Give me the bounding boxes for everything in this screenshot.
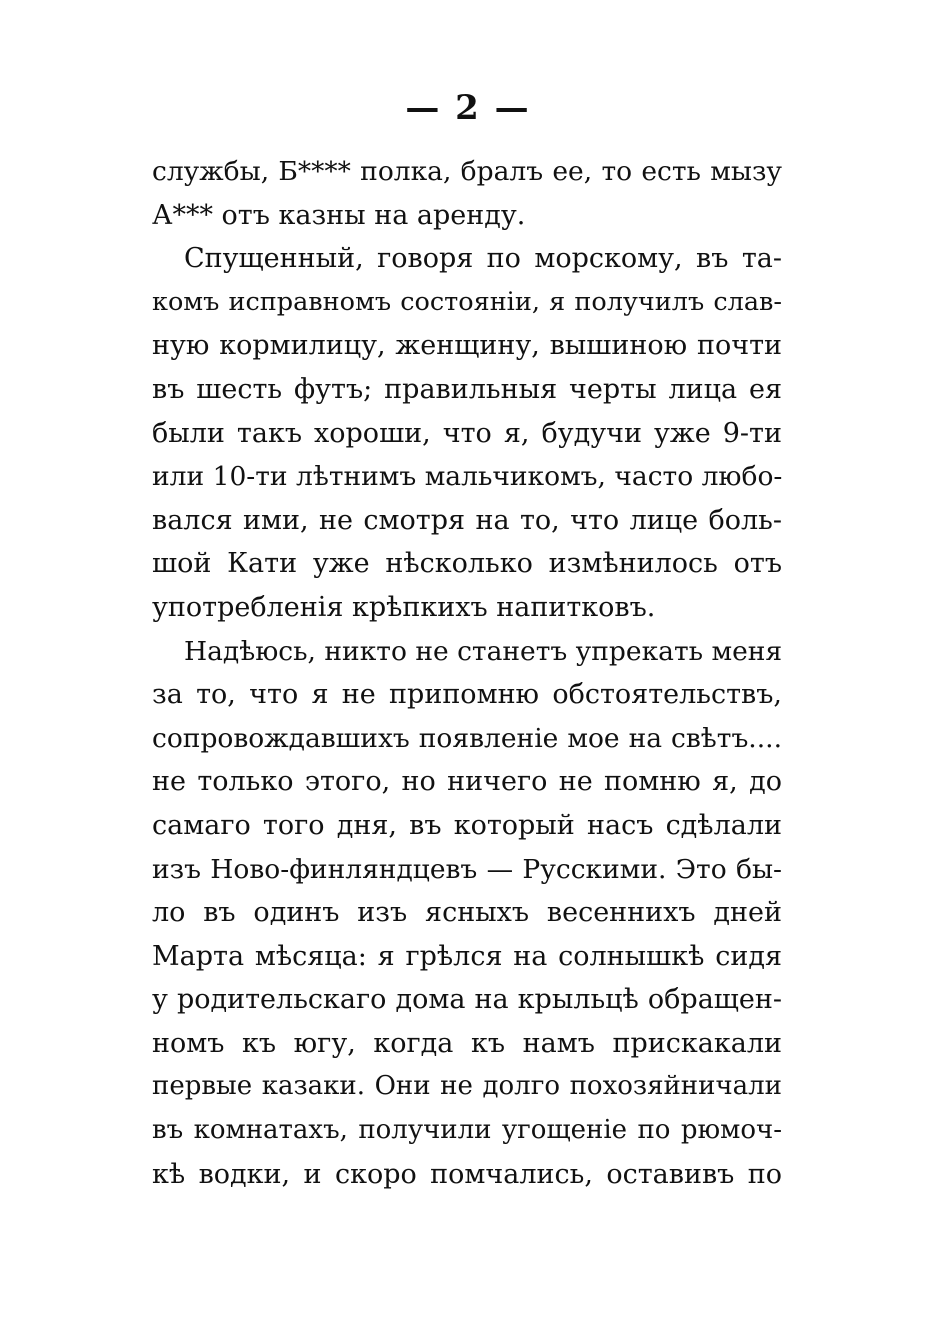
text-line: первые казаки. Они не долго похозяйничали <box>152 1071 782 1102</box>
text-line: за то, что я не припомню обстоятельствъ, <box>152 679 782 711</box>
text-line: Спущенный, говоря по морскому, въ та- <box>184 243 782 275</box>
body-text <box>152 150 782 1196</box>
text-line: шой Кати уже нѣсколько измѣнилось отъ <box>152 548 782 580</box>
text-line: въ комнатахъ, получили угощеніе по рюмоч- <box>152 1115 782 1146</box>
text-line: въ шесть футъ; правильныя черты лица ея <box>152 373 782 405</box>
text-line: комъ исправномъ состояніи, я получилъ слав- <box>152 286 782 317</box>
text-line: Марта мѣсяца: я грѣлся на солнышкѣ сидя <box>152 940 782 972</box>
page-number: — 2 — <box>405 88 531 128</box>
text-line: изъ Ново-финляндцевъ — Русскими. Это бы- <box>152 853 782 885</box>
text-line: не только этого, но ничего не помню я, до <box>152 766 782 798</box>
text-line: кѣ водки, и скоро помчались, оставивъ по <box>152 1158 782 1190</box>
text-line: у родительскаго дома на крыльцѣ обращен- <box>152 984 782 1016</box>
text-line: номъ къ югу, когда къ намъ прискакали <box>152 1027 782 1059</box>
text-line: или 10-ти лѣтнимъ мальчикомъ, часто любо- <box>152 461 783 493</box>
text-line: самаго того дня, въ который насъ сдѣлали <box>152 809 782 841</box>
text-line: были такъ хороши, что я, будучи уже 9-ти <box>152 417 782 449</box>
text-line: сопровождавшихъ появленіе мое на свѣтъ.... <box>152 722 782 754</box>
text-line: вался ими, не смотря на то, что лице боль- <box>152 504 782 536</box>
text-line: службы, Б**** полка, бралъ ее, то есть мызу <box>152 156 782 187</box>
text-line: ло въ одинъ изъ ясныхъ весеннихъ дней <box>152 897 782 929</box>
text-line: Надѣюсь, никто не станетъ упрекать меня <box>184 635 783 667</box>
text-line: ную кормилицу, женщину, вышиною почти <box>152 330 782 362</box>
text-line: употребленія крѣпкихъ напитковъ. <box>152 591 656 623</box>
text-line: А*** отъ казны на аренду. <box>152 199 526 231</box>
